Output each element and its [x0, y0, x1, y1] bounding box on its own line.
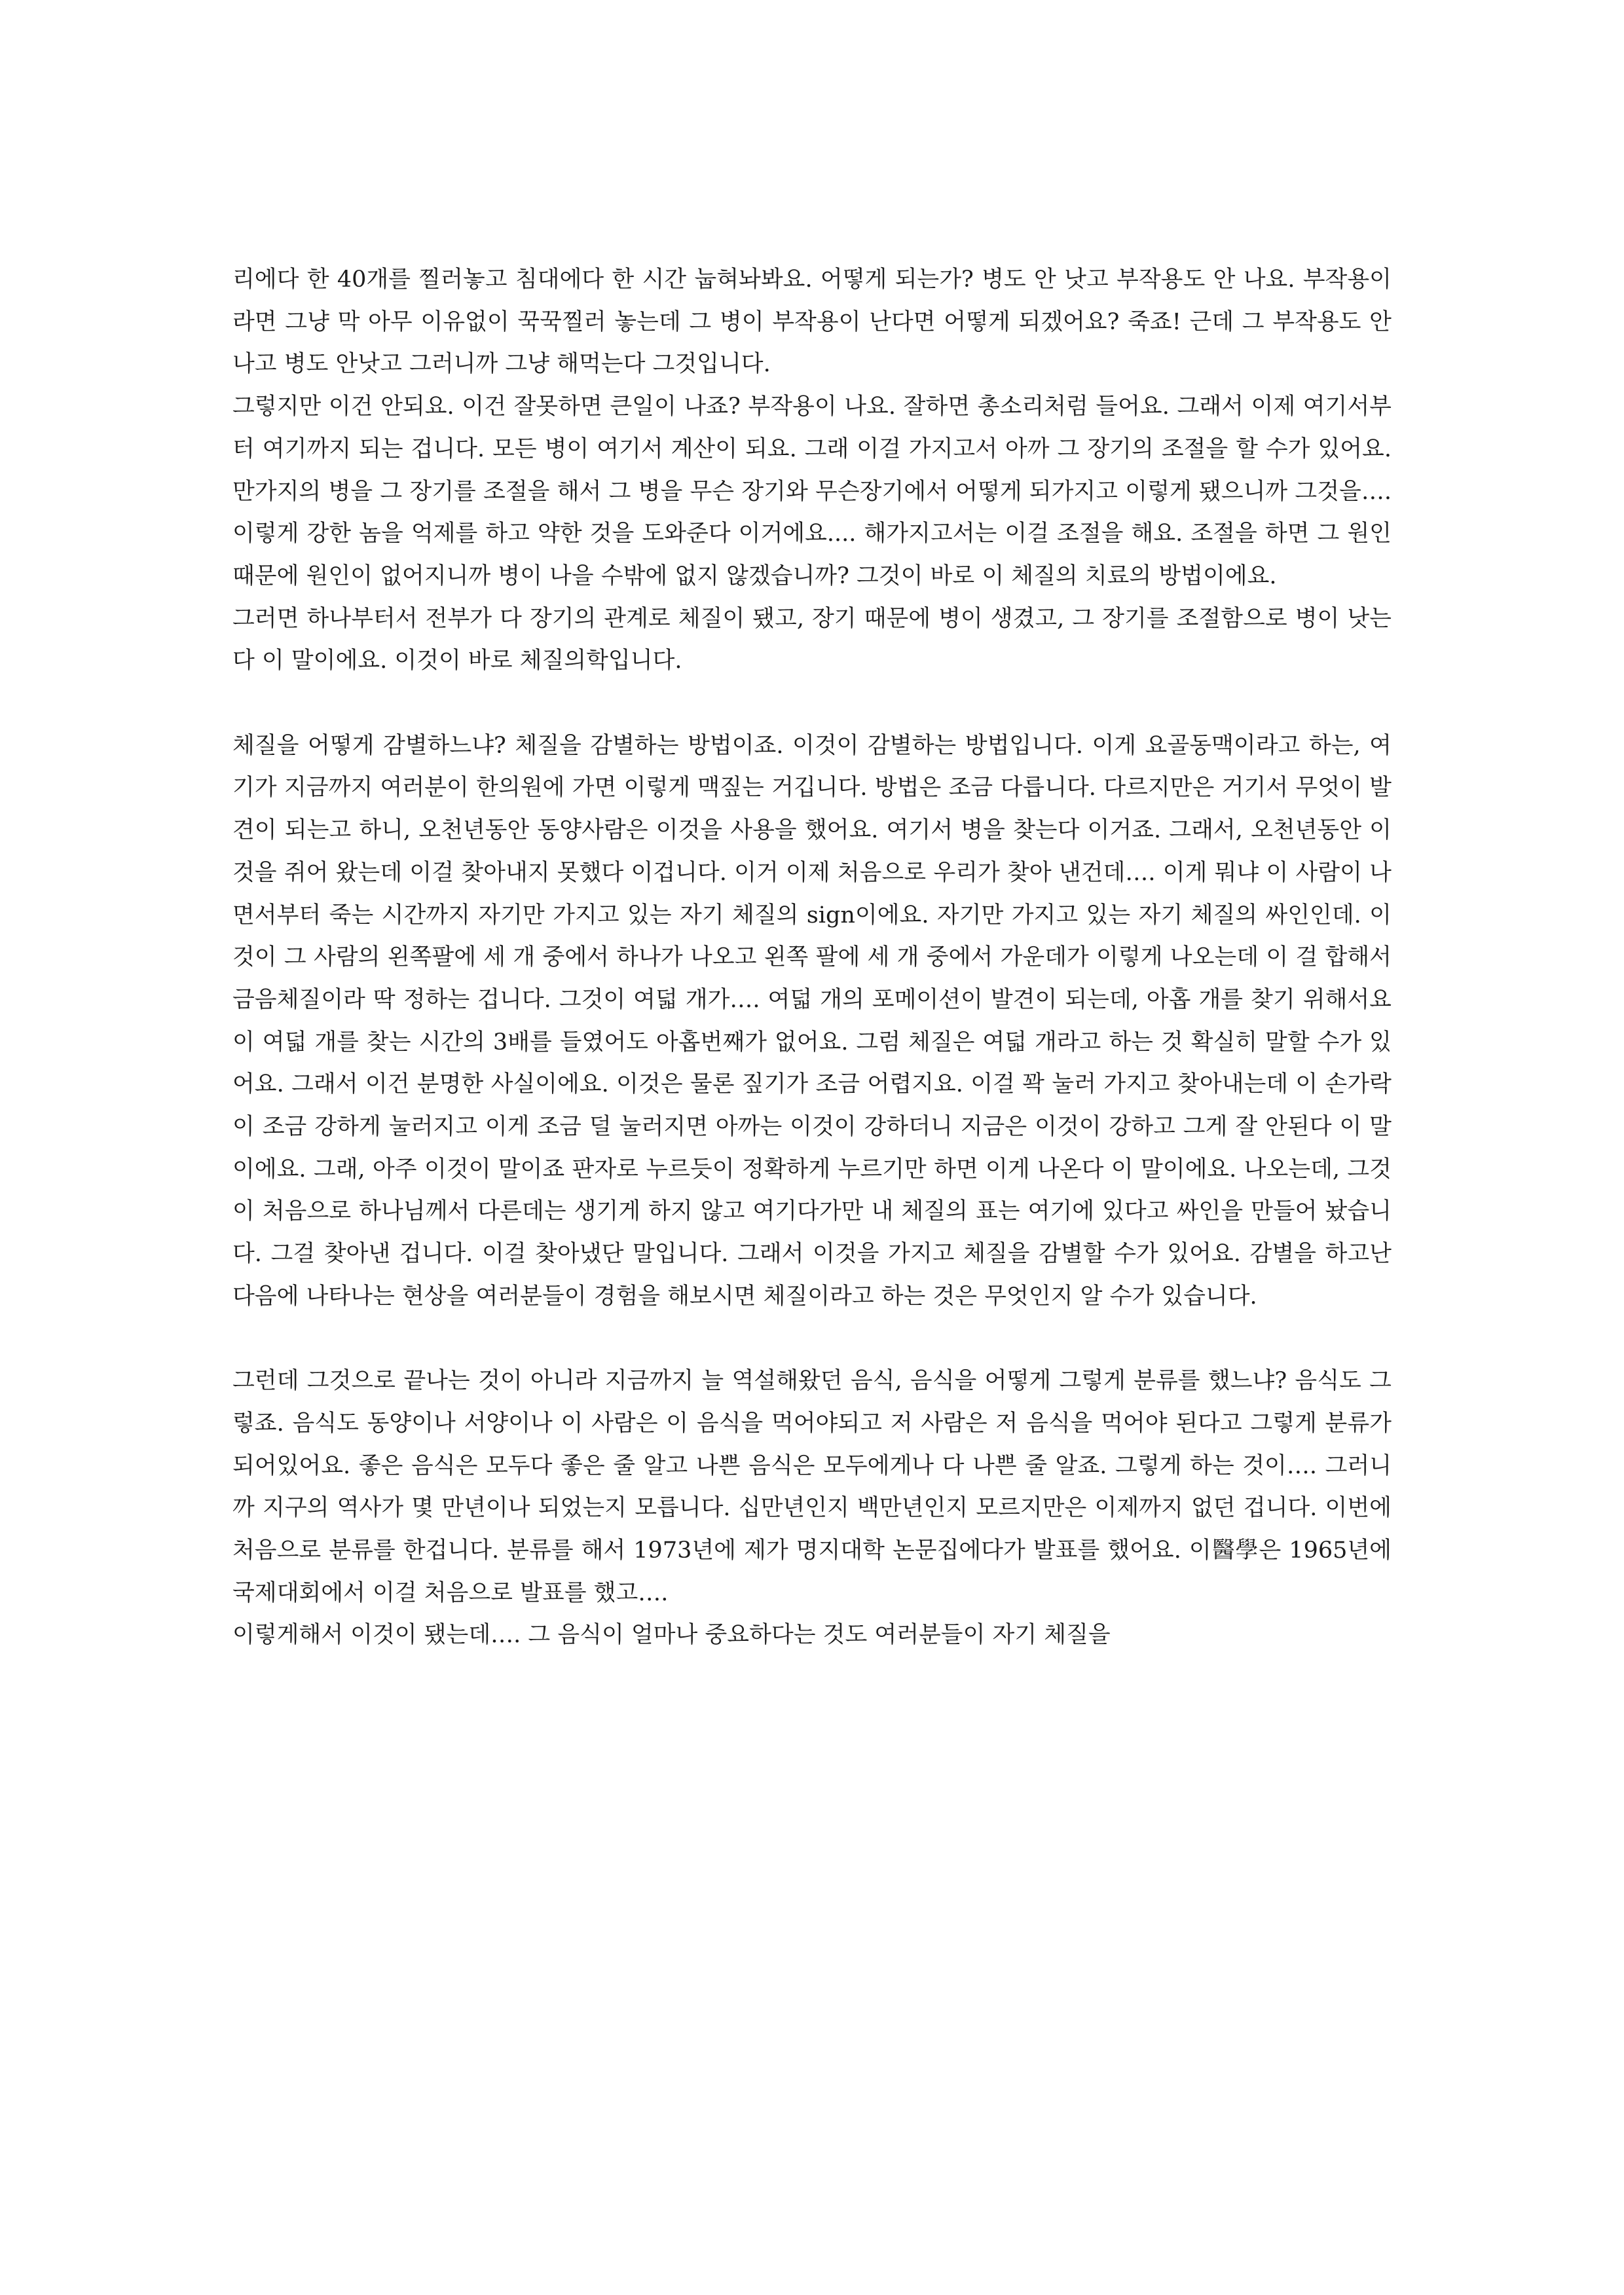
paragraph-pulse-diagnosis: 체질을 어떻게 감별하느냐? 체질을 감별하는 방법이죠. 이것이 감별하는 방법입니다. 이게 요골동맥이라고 하는, 여기가 지금까지 여러분이 한의원에 가면 이렇게 맥짚는 거깁니다. 방법은 조금 다릅니다. 다르지만은 거기서 무엇이 발견이 되는고 하니, 오천년동안 동양사람은 이것을 사용을 했어요. 여기서 병을 찾는다 이거죠. 그래서, 오천년동안 이것을 쥐어 왔는데 이걸 찾아내지 못했다 이겁니다. 이거 이제 처음으로 우리가 찾아 낸건데…. 이게 뭐냐 이 사람이 나면서부터 죽는 시간까지 자기만 가지고 있는 자기 체질의 sign이에요. 자기만 가지고 있는 자기 체질의 싸인인데. 이것이 그 사람의 왼쪽팔에 세 개 중에서 하나가 나오고 왼쪽 팔에 세 개 중에서 가운데가 이렇게 나오는데 이 걸 합해서 금음체질이라 딱 정하는 겁니다. 그것이 여덟 개가…. 여덟 개의 포메이션이 발견이 되는데, 아홉 개를 찾기 위해서요 이 여덟 개를 찾는 시간의 3배를 들였어도 아홉번째가 없어요. 그럼 체질은 여덟 개라고 하는 것 확실히 말할 수가 있어요. 그래서 이건 분명한 사실이에요. 이것은 물론 짚기가 조금 어렵지요. 이걸 꽉 눌러 가지고 찾아내는데 이 손가락이 조금 강하게 눌러지고 이게 조금 덜 눌러지면 아까는 이것이 강하더니 지금은 이것이 강하고 그게 잘 안된다 이 말이에요. 그래, 아주 이것이 말이죠 판자로 누르듯이 정확하게 누르기만 하면 이게 나온다 이 말이에요. 나오는데, 그것이 처음으로 하나님께서 다른데는 생기게 하지 않고 여기다가만 내 체질의 표는 여기에 있다고 싸인을 만들어 놨습니다. 그걸 찾아낸 겁니다. 이걸 찾아냈단 말입니다. 그래서 이것을 가지고 체질을 감별할 수가 있어요. 감별을 하고난 다음에 나타나는 현상을 여러분들이 경험을 해보시면 체질이라고 하는 것은 무엇인지 알 수가 있습니다.	[232, 732, 1392, 1310]
paragraph-spacer	[232, 1318, 1392, 1361]
paragraph-food-importance: 이렇게해서 이것이 됐는데…. 그 음식이 얼마나 중요하다는 것도 여러분들이 자기 체질을	[232, 1622, 1111, 1649]
document-page	[232, 259, 1392, 1657]
paragraph-organ-regulation: 그렇지만 이건 안되요. 이건 잘못하면 큰일이 나죠? 부작용이 나요. 잘하면 총소리처럼 들어요. 그래서 이제 여기서부터 여기까지 되는 겁니다. 모든 병이 여기서 계산이 되요. 그래 이걸 가지고서 아까 그 장기의 조절을 할 수가 있어요. 만가지의 병을 그 장기를 조절을 해서 그 병을 무슨 장기와 무슨장기에서 어떻게 되가지고 이렇게 됐으니까 그것을…. 이렇게 강한 놈을 억제를 하고 약한 것을 도와준다 이거에요.... 해가지고서는 이걸 조절을 해요. 조절을 하면 그 원인 때문에 원인이 없어지니까 병이 나을 수밖에 없지 않겠습니까? 그것이 바로 이 체질의 치료의 방법이에요.	[232, 394, 1392, 589]
paragraph-food-classification: 그런데 그것으로 끝나는 것이 아니라 지금까지 늘 역설해왔던 음식, 음식을 어떻게 그렇게 분류를 했느냐? 음식도 그렇죠. 음식도 동양이나 서양이나 이 사람은 이 음식을 먹어야되고 저 사람은 저 음식을 먹어야 된다고 그렇게 분류가 되어있어요. 좋은 음식은 모두다 좋은 줄 알고 나쁜 음식은 모두에게나 다 나쁜 줄 알죠. 그렇게 하는 것이…. 그러니까 지구의 역사가 몇 만년이나 되었는지 모릅니다. 십만년인지 백만년인지 모르지만은 이제까지 없던 겁니다. 이번에 처음으로 분류를 한겁니다. 분류를 해서 1973년에 제가 명지대학 논문집에다가 발표를 했어요. 이醫學은 1965년에 국제대회에서 이걸 처음으로 발표를 했고….	[232, 1368, 1392, 1606]
paragraph-spacer	[232, 682, 1392, 725]
paragraph-acupuncture-side-effects: 리에다 한 40개를 찔러놓고 침대에다 한 시간 눕혀놔봐요. 어떻게 되는가? 병도 안 낫고 부작용도 안 나요. 부작용이라면 그냥 막 아무 이유없이 꾹꾹찔러 놓는데 그 병이 부작용이 난다면 어떻게 되겠어요? 죽죠! 근데 그 부작용도 안나고 병도 안낫고 그러니까 그냥 해먹는다 그것입니다.	[232, 266, 1392, 378]
paragraph-constitution-medicine: 그러면 하나부터서 전부가 다 장기의 관계로 체질이 됐고, 장기 때문에 병이 생겼고, 그 장기를 조절함으로 병이 낫는다 이 말이에요. 이것이 바로 체질의학입니다.	[232, 605, 1392, 674]
